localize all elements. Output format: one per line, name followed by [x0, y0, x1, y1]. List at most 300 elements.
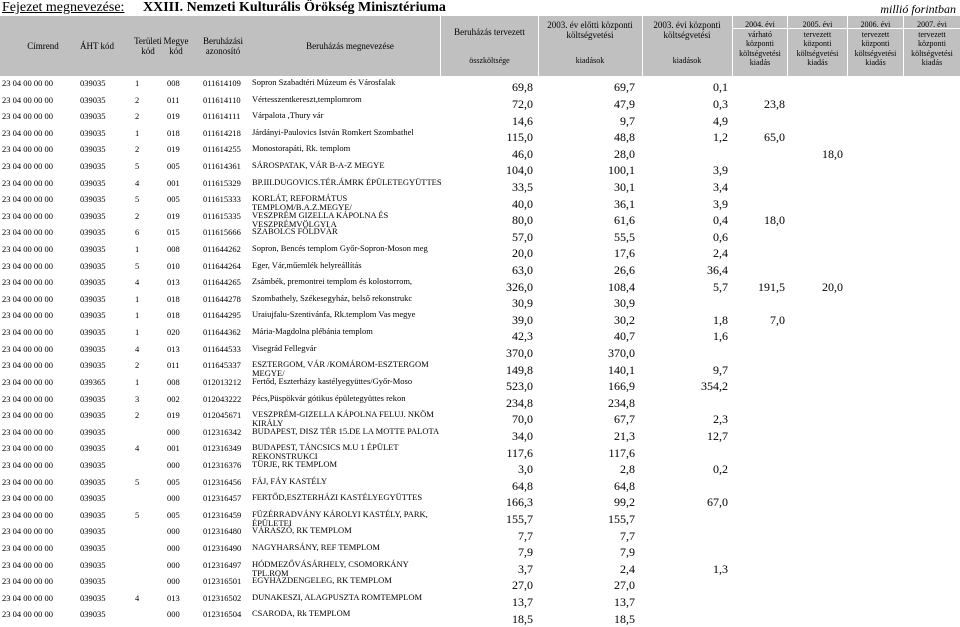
col-2003-evi: 2003. évi központi költségvetési — [653, 20, 721, 40]
cell-beruhazas-megnevezese: Járdányi-Paulovics István Romkert Szombathel — [252, 126, 414, 137]
cell-2003-elotti: 27,0 — [614, 578, 635, 593]
cell-teruleti-kod: 4 — [135, 592, 140, 603]
col-teruleti-kod: Területi kód — [134, 36, 162, 56]
cell-osszkoltseg: 104,0 — [506, 163, 533, 178]
table-row — [0, 144, 960, 161]
unit-label: millió forintban — [880, 2, 956, 16]
cell-2004: 23,8 — [764, 96, 785, 111]
cell-megye-kod: 011 — [167, 94, 180, 105]
cell-2004: 65,0 — [764, 130, 785, 145]
cell-2003-evi: 1,3 — [713, 561, 728, 576]
cell-teruleti-kod: 1 — [135, 327, 140, 338]
cell-beruhazas-megnevezese: Fertőd, Eszterházy kastélyegyüttes/Győr-Moso — [252, 375, 413, 386]
table-row — [0, 493, 960, 510]
cell-beruhazasi-azonosito: 012316376 — [203, 459, 242, 470]
cell-osszkoltseg: 72,0 — [512, 96, 533, 111]
cell-beruhazas-megnevezese: Várpalota ,Thury vár — [252, 110, 324, 121]
cell-beruhazasi-azonosito: 011614218 — [203, 127, 241, 138]
cell-beruhazasi-azonosito: 011615335 — [203, 210, 241, 221]
cell-2004: 18,0 — [764, 213, 785, 228]
cell-beruhazasi-azonosito: 011644362 — [203, 327, 241, 338]
cell-beruhazas-megnevezese: TÜRJE, RK TEMPLOM — [252, 458, 338, 469]
col-megye-kod: Megye kód — [163, 36, 189, 56]
cell-beruhazasi-azonosito: 011614110 — [203, 94, 241, 105]
cell-cimrend: 23 04 00 00 00 — [2, 343, 53, 354]
cell-2003-elotti: 9,7 — [620, 113, 635, 128]
cell-beruhazas-megnevezese: ESZTERGOM, VÁR /KOMÁROM-ESZTERGOM MEGYE/ — [252, 359, 429, 379]
cell-beruhazas-megnevezese: BP.III.DUGOVICS.TÉR.ÁMRK ÉPÜLETEGYÜTTES — [252, 176, 442, 187]
cell-aht-kod: 039035 — [80, 194, 106, 205]
cell-beruhazasi-azonosito: 011644295 — [203, 310, 241, 321]
cell-cimrend: 23 04 00 00 00 — [2, 376, 53, 387]
cell-megye-kod: 005 — [167, 194, 180, 205]
table-row — [0, 510, 960, 527]
cell-cimrend: 23 04 00 00 00 — [2, 144, 53, 155]
cell-megye-kod: 011 — [167, 360, 180, 371]
cell-2003-elotti: 40,7 — [614, 329, 635, 344]
cell-aht-kod: 039035 — [80, 426, 106, 437]
cell-aht-kod: 039035 — [80, 161, 106, 172]
cell-cimrend: 23 04 00 00 00 — [2, 426, 53, 437]
cell-aht-kod: 039035 — [80, 576, 106, 587]
cell-2003-elotti: 140,1 — [608, 362, 635, 377]
col-aht-kod: ÁHT kód — [79, 41, 115, 51]
table-row — [0, 377, 960, 394]
cell-beruhazasi-azonosito: 012013212 — [203, 376, 242, 387]
cell-aht-kod: 039035 — [80, 360, 106, 371]
cell-teruleti-kod: 4 — [135, 343, 140, 354]
table-row — [0, 543, 960, 560]
cell-megye-kod: 000 — [167, 493, 180, 504]
cell-beruhazasi-azonosito: 012316457 — [203, 493, 242, 504]
table-row — [0, 576, 960, 593]
cell-2003-evi: 0,6 — [713, 229, 728, 244]
cell-aht-kod: 039035 — [80, 310, 106, 321]
cell-aht-kod: 039035 — [80, 260, 106, 271]
cell-teruleti-kod: 4 — [135, 443, 140, 454]
table-row — [0, 477, 960, 494]
cell-2003-elotti: 21,3 — [614, 429, 635, 444]
cell-osszkoltseg: 166,3 — [506, 495, 533, 510]
cell-beruhazasi-azonosito: 011615329 — [203, 177, 241, 188]
cell-2003-elotti: 61,6 — [614, 213, 635, 228]
cell-teruleti-kod: 3 — [135, 393, 140, 404]
cell-aht-kod: 039035 — [80, 526, 106, 537]
cell-2003-elotti: 30,9 — [614, 296, 635, 311]
cell-cimrend: 23 04 00 00 00 — [2, 509, 53, 520]
cell-aht-kod: 039035 — [80, 293, 106, 304]
cell-aht-kod: 039035 — [80, 78, 106, 88]
cell-beruhazas-megnevezese: VÁRASZÓ, RK TEMPLOM — [252, 525, 352, 536]
cell-2004: 7,0 — [770, 312, 785, 327]
cell-osszkoltseg: 57,0 — [512, 229, 533, 244]
col-beruhazas-megnevezese: Beruházás megnevezése — [306, 41, 394, 51]
cell-aht-kod: 039035 — [80, 443, 106, 454]
table-row — [0, 310, 960, 327]
col-osszkoltsege: összköltsége — [469, 56, 510, 65]
cell-beruhazasi-azonosito: 012316349 — [203, 443, 242, 454]
cell-2003-evi: 12,7 — [707, 429, 728, 444]
cell-megye-kod: 015 — [167, 227, 180, 238]
cell-2003-evi: 1,2 — [713, 130, 728, 145]
cell-teruleti-kod: 1 — [135, 376, 140, 387]
cell-2003-evi: 67,0 — [707, 495, 728, 510]
cell-teruleti-kod: 1 — [135, 293, 140, 304]
cell-aht-kod: 039035 — [80, 410, 106, 421]
cell-osszkoltseg: 27,0 — [512, 578, 533, 593]
cell-osszkoltseg: 3,7 — [518, 561, 533, 576]
cell-teruleti-kod: 5 — [135, 509, 140, 520]
cell-beruhazasi-azonosito: 011644265 — [203, 277, 241, 288]
cell-osszkoltseg: 3,0 — [518, 462, 533, 477]
cell-beruhazasi-azonosito: 012316504 — [203, 609, 242, 620]
cell-cimrend: 23 04 00 00 00 — [2, 78, 53, 88]
col-2005: 2005. évi tervezett központi költségvetési kiadás — [796, 20, 839, 67]
cell-2003-elotti: 17,6 — [614, 246, 635, 261]
table-row — [0, 128, 960, 145]
cell-megye-kod: 000 — [167, 576, 180, 587]
cell-osszkoltseg: 64,8 — [512, 478, 533, 493]
cell-beruhazasi-azonosito: 011644264 — [203, 260, 241, 271]
cell-cimrend: 23 04 00 00 00 — [2, 393, 53, 404]
cell-cimrend: 23 04 00 00 00 — [2, 94, 53, 105]
cell-teruleti-kod: 6 — [135, 227, 140, 238]
cell-2003-evi: 0,2 — [713, 462, 728, 477]
cell-beruhazasi-azonosito: 012316497 — [203, 559, 242, 570]
table-row — [0, 161, 960, 178]
cell-2003-evi: 0,1 — [713, 80, 728, 95]
cell-2003-evi: 354,2 — [701, 379, 728, 394]
cell-teruleti-kod: 1 — [135, 244, 140, 255]
cell-2003-elotti: 99,2 — [614, 495, 635, 510]
cell-megye-kod: 018 — [167, 127, 180, 138]
cell-2005: 20,0 — [822, 279, 843, 294]
cell-cimrend: 23 04 00 00 00 — [2, 260, 53, 271]
table-row — [0, 111, 960, 128]
cell-2003-elotti: 55,5 — [614, 229, 635, 244]
cell-beruhazasi-azonosito: 011614255 — [203, 144, 241, 155]
cell-2005: 18,0 — [822, 146, 843, 161]
cell-cimrend: 23 04 00 00 00 — [2, 111, 53, 122]
cell-beruhazasi-azonosito: 012316502 — [203, 592, 242, 603]
cell-cimrend: 23 04 00 00 00 — [2, 559, 53, 570]
cell-beruhazas-megnevezese: KORLÁT, REFORMÁTUS TEMPLOM/B.A.Z.MEGYE/ — [252, 193, 352, 213]
cell-beruhazas-megnevezese: BUDAPEST, DISZ TÉR 15.DE LA MOTTE PALOTA — [252, 425, 440, 436]
cell-beruhazasi-azonosito: 011615666 — [203, 227, 241, 238]
cell-beruhazasi-azonosito: 012316459 — [203, 509, 242, 520]
table-row — [0, 261, 960, 278]
cell-2003-elotti: 234,8 — [608, 395, 635, 410]
cell-osszkoltseg: 42,3 — [512, 329, 533, 344]
cell-osszkoltseg: 20,0 — [512, 246, 533, 261]
cell-cimrend: 23 04 00 00 00 — [2, 161, 53, 172]
cell-2003-elotti: 2,4 — [620, 561, 635, 576]
cell-2003-evi: 0,3 — [713, 96, 728, 111]
cell-beruhazas-megnevezese: Szombathely, Székesegyház, belső rekonstrukc — [252, 292, 413, 303]
cell-aht-kod: 039035 — [80, 393, 106, 404]
table-row — [0, 277, 960, 294]
cell-cimrend: 23 04 00 00 00 — [2, 493, 53, 504]
table-row — [0, 593, 960, 610]
cell-teruleti-kod: 1 — [135, 78, 140, 88]
cell-aht-kod: 039035 — [80, 327, 106, 338]
cell-cimrend: 23 04 00 00 00 — [2, 194, 53, 205]
cell-2003-evi: 3,4 — [713, 179, 728, 194]
cell-aht-kod: 039035 — [80, 493, 106, 504]
cell-teruleti-kod: 5 — [135, 260, 140, 271]
cell-beruhazas-megnevezese: NAGYHARSÁNY, REF TEMPLOM — [252, 541, 380, 552]
cell-2003-evi: 2,3 — [713, 412, 728, 427]
cell-megye-kod: 020 — [167, 327, 180, 338]
cell-2003-evi: 9,7 — [713, 362, 728, 377]
cell-megye-kod: 008 — [167, 244, 180, 255]
cell-cimrend: 23 04 00 00 00 — [2, 542, 53, 553]
cell-aht-kod: 039035 — [80, 592, 106, 603]
cell-megye-kod: 002 — [167, 393, 180, 404]
cell-osszkoltseg: 34,0 — [512, 429, 533, 444]
cell-beruhazasi-azonosito: 011614361 — [203, 161, 241, 172]
cell-beruhazasi-azonosito: 011644278 — [203, 293, 241, 304]
cell-2004: 191,5 — [758, 279, 785, 294]
chapter-label: Fejezet megnevezése: — [2, 0, 125, 15]
cell-megye-kod: 013 — [167, 592, 180, 603]
cell-osszkoltseg: 117,6 — [506, 445, 533, 460]
cell-2003-elotti: 13,7 — [614, 595, 635, 610]
cell-cimrend: 23 04 00 00 00 — [2, 609, 53, 620]
table-row — [0, 227, 960, 244]
table-row — [0, 194, 960, 211]
cell-2003-elotti: 69,7 — [614, 80, 635, 95]
cell-beruhazas-megnevezese: Uraiujfalu-Szentivánfa, Rk.templom Vas megye — [252, 309, 416, 320]
cell-2003-evi: 1,6 — [713, 329, 728, 344]
cell-aht-kod: 039035 — [80, 227, 106, 238]
cell-aht-kod: 039035 — [80, 542, 106, 553]
table-row — [0, 244, 960, 261]
cell-cimrend: 23 04 00 00 00 — [2, 526, 53, 537]
cell-megye-kod: 010 — [167, 260, 180, 271]
cell-2003-elotti: 26,6 — [614, 262, 635, 277]
cell-cimrend: 23 04 00 00 00 — [2, 293, 53, 304]
cell-megye-kod: 001 — [167, 443, 180, 454]
cell-beruhazas-megnevezese: EGYHÁZDENGELEG, RK TEMPLOM — [252, 575, 392, 586]
cell-beruhazas-megnevezese: Vértesszentkereszt,templomrom — [252, 93, 362, 104]
cell-megye-kod: 001 — [167, 177, 180, 188]
cell-beruhazas-megnevezese: SÁROSPATAK, VÁR B-A-Z MEGYE — [252, 160, 385, 171]
table-row — [0, 211, 960, 228]
col-cimrend: Címrend — [27, 41, 59, 51]
cell-2003-elotti: 67,7 — [614, 412, 635, 427]
cell-2003-evi: 0,4 — [713, 213, 728, 228]
cell-beruhazasi-azonosito: 012043222 — [203, 393, 242, 404]
cell-beruhazasi-azonosito: 012316480 — [203, 526, 242, 537]
cell-osszkoltseg: 63,0 — [512, 262, 533, 277]
cell-aht-kod: 039035 — [80, 177, 106, 188]
cell-megye-kod: 008 — [167, 78, 180, 88]
cell-teruleti-kod: 2 — [135, 144, 140, 155]
cell-megye-kod: 019 — [167, 210, 180, 221]
cell-beruhazas-megnevezese: SZABOLCS FÖLDVÁR — [252, 226, 338, 237]
cell-aht-kod: 039035 — [80, 111, 106, 122]
cell-osszkoltseg: 46,0 — [512, 146, 533, 161]
cell-2003-elotti: 100,1 — [608, 163, 635, 178]
cell-2003-elotti: 166,9 — [608, 379, 635, 394]
cell-megye-kod: 000 — [167, 459, 180, 470]
cell-osszkoltseg: 234,8 — [506, 395, 533, 410]
cell-aht-kod: 039035 — [80, 144, 106, 155]
cell-teruleti-kod: 2 — [135, 360, 140, 371]
table-row — [0, 95, 960, 112]
cell-beruhazas-megnevezese: FÜZÉRRADVÁNY KÁROLYI KASTÉLY, PARK, ÉPÜLETEI — [252, 508, 428, 528]
cell-2003-elotti: 2,8 — [620, 462, 635, 477]
cell-aht-kod: 039035 — [80, 609, 106, 620]
cell-beruhazasi-azonosito: 012316501 — [203, 576, 242, 587]
cell-megye-kod: 013 — [167, 343, 180, 354]
cell-teruleti-kod: 2 — [135, 410, 140, 421]
cell-teruleti-kod: 4 — [135, 277, 140, 288]
col-2004: 2004. évi várható központi költségvetési kiadás — [739, 20, 781, 67]
col-beruhazasi-azonosito: Beruházási azonosító — [203, 36, 243, 56]
col-kiadasok-2: kiadások — [672, 56, 702, 65]
cell-megye-kod: 000 — [167, 559, 180, 570]
cell-osszkoltseg: 523,0 — [506, 379, 533, 394]
cell-beruhazas-megnevezese: Visegrád Fellegvár — [252, 342, 317, 353]
cell-osszkoltseg: 14,6 — [512, 113, 533, 128]
cell-beruhazasi-azonosito: 011614109 — [203, 78, 241, 88]
cell-aht-kod: 039035 — [80, 459, 106, 470]
cell-teruleti-kod: 1 — [135, 127, 140, 138]
cell-beruhazas-megnevezese: VESZPRÉM-GIZELLA KÁPOLNA FELUJ. NKÖM KIRÁLY — [252, 409, 434, 429]
table-row — [0, 526, 960, 543]
cell-osszkoltseg: 80,0 — [512, 213, 533, 228]
cell-beruhazas-megnevezese: VESZPRÉM GIZELLA KÁPOLNA ÉS VESZPRÉMVÖLGYI A — [252, 209, 389, 229]
table-row — [0, 344, 960, 361]
cell-osszkoltseg: 7,7 — [518, 528, 533, 543]
table-row — [0, 443, 960, 460]
cell-2003-elotti: 18,5 — [614, 611, 635, 626]
table-row — [0, 394, 960, 411]
cell-beruhazas-megnevezese: Monostorapáti, Rk. templom — [252, 143, 351, 154]
cell-2003-evi: 3,9 — [713, 196, 728, 211]
cell-megye-kod: 019 — [167, 111, 180, 122]
cell-cimrend: 23 04 00 00 00 — [2, 576, 53, 587]
cell-2003-elotti: 7,7 — [620, 528, 635, 543]
cell-2003-elotti: 48,8 — [614, 130, 635, 145]
col-2003-elotti: 2003. év előtti központi költségvetési — [547, 20, 633, 40]
cell-osszkoltseg: 30,9 — [512, 296, 533, 311]
cell-beruhazasi-azonosito: 012316342 — [203, 426, 242, 437]
cell-teruleti-kod: 1 — [135, 310, 140, 321]
cell-megye-kod: 013 — [167, 277, 180, 288]
cell-osszkoltseg: 115,0 — [506, 130, 533, 145]
cell-2003-elotti: 36,1 — [614, 196, 635, 211]
cell-aht-kod: 039035 — [80, 343, 106, 354]
cell-osszkoltseg: 326,0 — [506, 279, 533, 294]
cell-beruhazasi-azonosito: 012045671 — [203, 410, 242, 421]
cell-aht-kod: 039035 — [80, 127, 106, 138]
cell-2003-elotti: 64,8 — [614, 478, 635, 493]
cell-beruhazas-megnevezese: HÓDMEZŐVÁSÁRHELY, CSOMORKÁNY TPL.ROM — [252, 558, 409, 578]
cell-megye-kod: 000 — [167, 609, 180, 620]
cell-2003-elotti: 108,4 — [608, 279, 635, 294]
cell-cimrend: 23 04 00 00 00 — [2, 410, 53, 421]
cell-beruhazasi-azonosito: 011644262 — [203, 244, 241, 255]
table-row — [0, 294, 960, 311]
cell-teruleti-kod: 5 — [135, 194, 140, 205]
table-row — [0, 78, 960, 95]
cell-beruhazas-megnevezese: CSARODA, Rk TEMPLOM — [252, 608, 351, 619]
cell-beruhazas-megnevezese: Eger, Vár,műemlék helyreállítás — [252, 259, 362, 270]
cell-beruhazas-megnevezese: Sopron Szabadtéri Múzeum és Városfalak — [252, 77, 396, 87]
cell-cimrend: 23 04 00 00 00 — [2, 244, 53, 255]
cell-cimrend: 23 04 00 00 00 — [2, 127, 53, 138]
cell-osszkoltseg: 18,5 — [512, 611, 533, 626]
cell-beruhazas-megnevezese: BUDAPEST, TÁNCSICS M.U 1 ÉPÜLET REKONSTRUKCI — [252, 442, 399, 462]
cell-beruhazas-megnevezese: Sopron, Bencés templom Győr-Sopron-Moson meg — [252, 243, 428, 254]
cell-osszkoltseg: 40,0 — [512, 196, 533, 211]
cell-aht-kod: 039035 — [80, 476, 106, 487]
table-header — [0, 16, 960, 76]
table-row — [0, 427, 960, 444]
cell-aht-kod: 039035 — [80, 210, 106, 221]
cell-aht-kod: 039365 — [80, 376, 106, 387]
cell-2003-elotti: 370,0 — [608, 345, 635, 360]
cell-cimrend: 23 04 00 00 00 — [2, 443, 53, 454]
cell-megye-kod: 005 — [167, 476, 180, 487]
cell-2003-evi: 36,4 — [707, 262, 728, 277]
cell-megye-kod: 000 — [167, 426, 180, 437]
chapter-title: XXIII. Nemzeti Kulturális Örökség Minisztériuma — [143, 0, 446, 15]
cell-megye-kod: 008 — [167, 376, 180, 387]
cell-beruhazasi-azonosito: 011614111 — [203, 111, 241, 122]
cell-cimrend: 23 04 00 00 00 — [2, 227, 53, 238]
cell-aht-kod: 039035 — [80, 277, 106, 288]
table-row — [0, 178, 960, 195]
cell-2003-elotti: 155,7 — [608, 512, 635, 527]
cell-osszkoltseg: 7,9 — [518, 545, 533, 560]
cell-2003-evi: 5,7 — [713, 279, 728, 294]
cell-aht-kod: 039035 — [80, 94, 106, 105]
cell-teruleti-kod: 4 — [135, 177, 140, 188]
cell-2003-elotti: 7,9 — [620, 545, 635, 560]
title-bar — [0, 0, 960, 16]
cell-megye-kod: 005 — [167, 509, 180, 520]
cell-megye-kod: 018 — [167, 310, 180, 321]
col-beruhazas-tervezett: Beruházás tervezett — [454, 27, 525, 37]
table-row — [0, 410, 960, 427]
cell-cimrend: 23 04 00 00 00 — [2, 277, 53, 288]
cell-2003-evi: 4,9 — [713, 113, 728, 128]
cell-cimrend: 23 04 00 00 00 — [2, 327, 53, 338]
cell-beruhazas-megnevezese: DUNAKESZI, ALAGPUSZTA ROMTEMPLOM — [252, 591, 423, 602]
cell-megye-kod: 005 — [167, 161, 180, 172]
cell-osszkoltseg: 33,5 — [512, 179, 533, 194]
cell-megye-kod: 019 — [167, 144, 180, 155]
col-2006: 2006. évi tervezett központi költségvetési kiadás — [854, 20, 897, 67]
cell-cimrend: 23 04 00 00 00 — [2, 360, 53, 371]
col-kiadasok-1: kiadások — [575, 56, 605, 65]
table-row — [0, 327, 960, 344]
cell-2003-elotti: 47,9 — [614, 96, 635, 111]
cell-teruleti-kod: 5 — [135, 161, 140, 172]
cell-megye-kod: 019 — [167, 410, 180, 421]
cell-beruhazasi-azonosito: 011645337 — [203, 360, 241, 371]
cell-osszkoltseg: 13,7 — [512, 595, 533, 610]
table-row — [0, 360, 960, 377]
cell-beruhazas-megnevezese: Zsámbék, premontrei templom és kolostorrom, — [252, 276, 413, 287]
table-row — [0, 560, 960, 577]
cell-2003-elotti: 30,2 — [614, 312, 635, 327]
cell-2003-elotti: 117,6 — [608, 445, 635, 460]
